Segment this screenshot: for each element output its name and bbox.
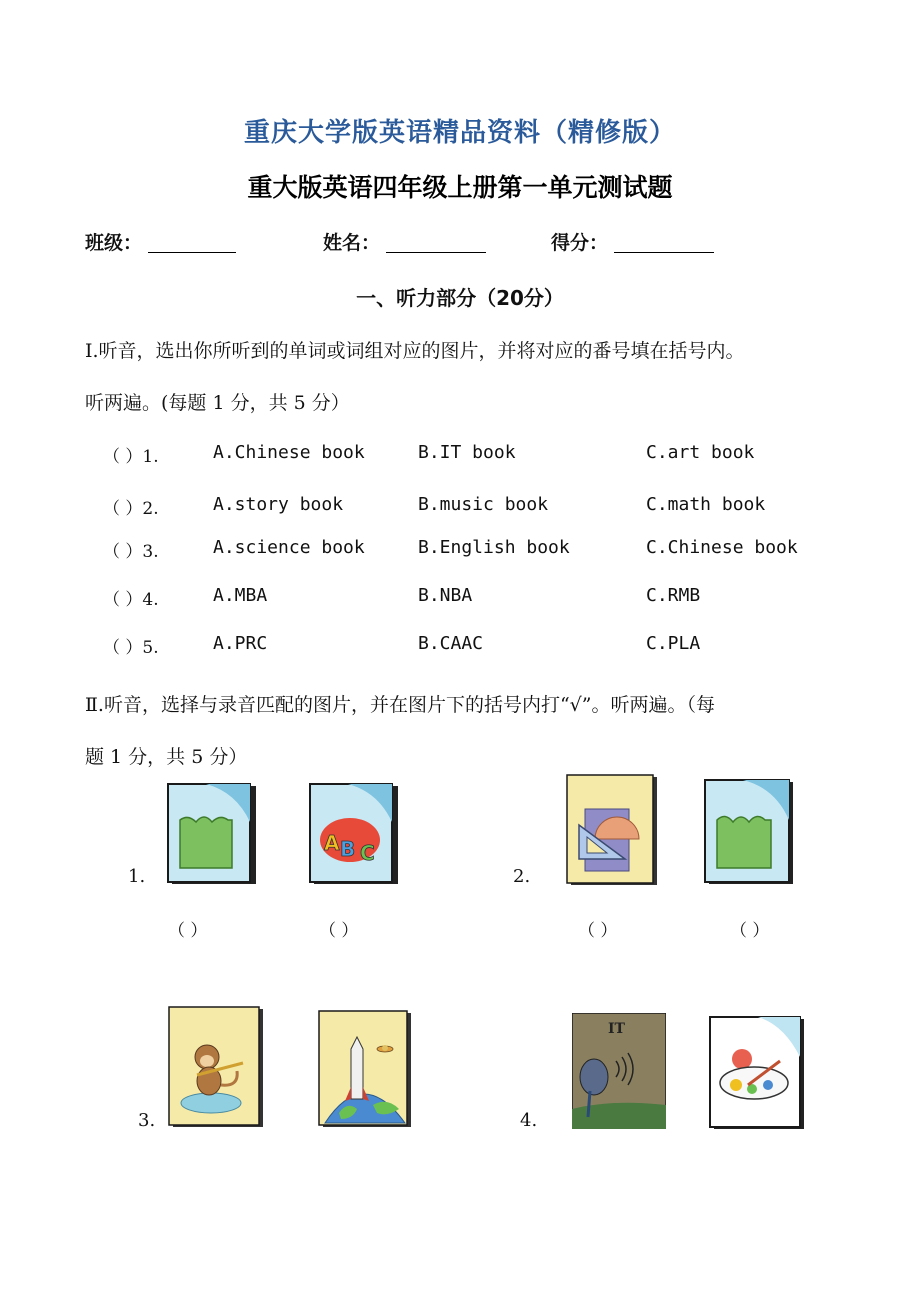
- class-blank[interactable]: [148, 230, 236, 253]
- question-3-option-b: B.English book: [418, 537, 570, 558]
- chinese-book-picture-2[interactable]: [703, 778, 795, 886]
- abc-letter-b: B: [340, 837, 356, 861]
- part2-instruction-line2: 题 1 分，共 5 分）: [85, 746, 248, 768]
- question-4-option-a: A.MBA: [213, 585, 268, 606]
- question-3-answer-paren[interactable]: （ ）3.: [103, 542, 159, 562]
- it-book-picture[interactable]: [572, 1013, 666, 1129]
- part2-instruction-line1: Ⅱ.听音，选择与录音匹配的图片，并在图片下的括号内打“√”。听两遍。（每: [85, 694, 715, 716]
- listening-section-heading: 一、听力部分（20分）: [356, 286, 564, 310]
- score-label: 得分：: [551, 232, 609, 254]
- question-5-option-b: B.CAAC: [418, 633, 484, 654]
- question-2-answer-paren[interactable]: （ ）2.: [103, 499, 159, 519]
- picture-2b-answer-paren[interactable]: （ ）: [730, 921, 770, 941]
- question-5-answer-paren[interactable]: （ ）5.: [103, 638, 159, 658]
- abc-letter-c: C: [360, 841, 375, 865]
- story-book-picture[interactable]: [167, 1005, 265, 1129]
- question-5-option-c: C.PLA: [646, 633, 701, 654]
- figure-number-1: 1.: [128, 866, 146, 887]
- question-4-option-b: B.NBA: [418, 585, 473, 606]
- question-3-option-a: A.science book: [213, 537, 365, 558]
- picture-1a-answer-paren[interactable]: （ ）: [168, 921, 208, 941]
- question-1-option-a: A.Chinese book: [213, 442, 365, 463]
- question-1-option-b: B.IT book: [418, 442, 516, 463]
- score-blank[interactable]: [614, 230, 714, 253]
- class-label: 班级：: [85, 232, 143, 254]
- picture-2a-answer-paren[interactable]: （ ）: [578, 921, 618, 941]
- question-3-option-c: C.Chinese book: [646, 537, 798, 558]
- question-2-option-a: A.story book: [213, 494, 344, 515]
- test-title: 重大版英语四年级上册第一单元测试题: [247, 173, 673, 202]
- math-book-picture[interactable]: [565, 773, 659, 887]
- document-top-title: 重庆大学版英语精品资料（精修版）: [243, 118, 676, 148]
- question-1-option-c: C.art book: [646, 442, 755, 463]
- figure-number-4: 4.: [520, 1110, 538, 1131]
- question-4-option-c: C.RMB: [646, 585, 701, 606]
- chinese-book-picture[interactable]: [166, 782, 258, 886]
- part1-instruction-line1: Ⅰ.听音，选出你所听到的单词或词组对应的图片，并将对应的番号填在括号内。: [85, 340, 745, 362]
- question-5-option-a: A.PRC: [213, 633, 268, 654]
- question-2-option-b: B.music book: [418, 494, 549, 515]
- name-blank[interactable]: [386, 230, 486, 253]
- it-book-label: IT: [608, 1021, 625, 1037]
- part1-instruction-line2: 听两遍。(每题 1 分，共 5 分）: [85, 392, 350, 414]
- figure-number-3: 3.: [138, 1110, 156, 1131]
- question-1-answer-paren[interactable]: （ ）1.: [103, 447, 159, 467]
- picture-1b-answer-paren[interactable]: （ ）: [319, 921, 359, 941]
- abc-letter-a: A: [324, 831, 340, 855]
- figure-number-2: 2.: [513, 866, 531, 887]
- science-book-picture[interactable]: [317, 1009, 413, 1129]
- name-label: 姓名：: [323, 232, 381, 254]
- question-4-answer-paren[interactable]: （ ）4.: [103, 590, 159, 610]
- question-2-option-c: C.math book: [646, 494, 766, 515]
- art-book-picture[interactable]: [708, 1015, 806, 1131]
- english-book-picture[interactable]: [308, 782, 400, 886]
